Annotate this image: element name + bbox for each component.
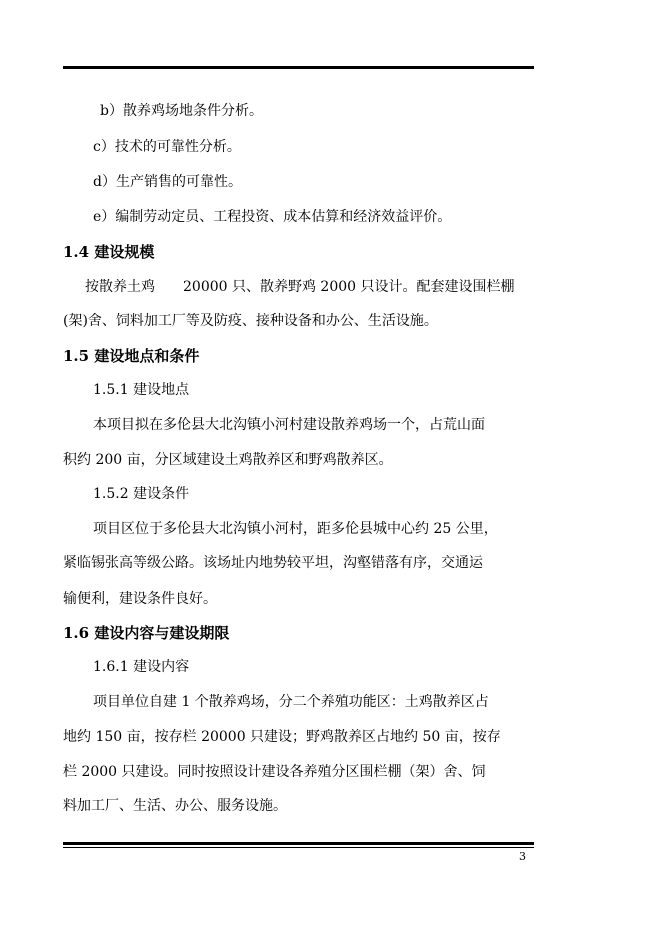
header-rule: [63, 66, 534, 69]
paragraph-line: 料加工厂、生活、办公、服务设施。: [63, 798, 287, 814]
list-item-d: d）生产销售的可靠性。: [93, 174, 242, 190]
section-heading-1-6: 1.6 建设内容与建设期限: [63, 624, 230, 642]
page-number: 3: [519, 850, 526, 863]
paragraph-line: 栏 2000 只建设。同时按照设计建设各养殖分区围栏棚（架）舍、饲: [63, 764, 486, 780]
subsection-heading-1-5-1: 1.5.1 建设地点: [93, 382, 190, 398]
subsection-heading-1-5-2: 1.5.2 建设条件: [93, 486, 190, 502]
paragraph-line: 项目区位于多伦县大北沟镇小河村，距多伦县城中心约 25 公里，: [93, 521, 498, 537]
paragraph-line: 紧临锡张高等级公路。该场址内地势较平坦，沟壑错落有序，交通运: [63, 555, 483, 571]
paragraph-line: 按散养土鸡 20000 只、散养野鸡 2000 只设计。配套建设围栏棚: [85, 279, 515, 295]
paragraph-line: 项目单位自建 1 个散养鸡场，分二个养殖功能区：土鸡散养区占: [93, 694, 489, 710]
paragraph-line: 积约 200 亩，分区域建设土鸡散养区和野鸡散养区。: [63, 452, 393, 468]
paragraph-line: 本项目拟在多伦县大北沟镇小河村建设散养鸡场一个，占荒山面: [93, 417, 485, 433]
paragraph-line: (架)舍、饲料加工厂等及防疫、接种设备和办公、生活设施。: [63, 313, 438, 329]
footer-rule: [63, 842, 534, 845]
list-item-e: e）编制劳动定员、工程投资、成本估算和经济效益评价。: [93, 209, 452, 225]
list-item-c: c）技术的可靠性分析。: [93, 139, 241, 155]
subsection-heading-1-6-1: 1.6.1 建设内容: [93, 659, 190, 675]
section-heading-1-5: 1.5 建设地点和条件: [63, 347, 200, 365]
paragraph-line: 输便利，建设条件良好。: [63, 591, 217, 607]
list-item-b: b）散养鸡场地条件分析。: [100, 103, 263, 119]
footer-rule-thin: [63, 847, 534, 848]
paragraph-line: 地约 150 亩，按存栏 20000 只建设；野鸡散养区占地约 50 亩，按存: [63, 729, 501, 745]
section-heading-1-4: 1.4 建设规模: [63, 243, 155, 261]
